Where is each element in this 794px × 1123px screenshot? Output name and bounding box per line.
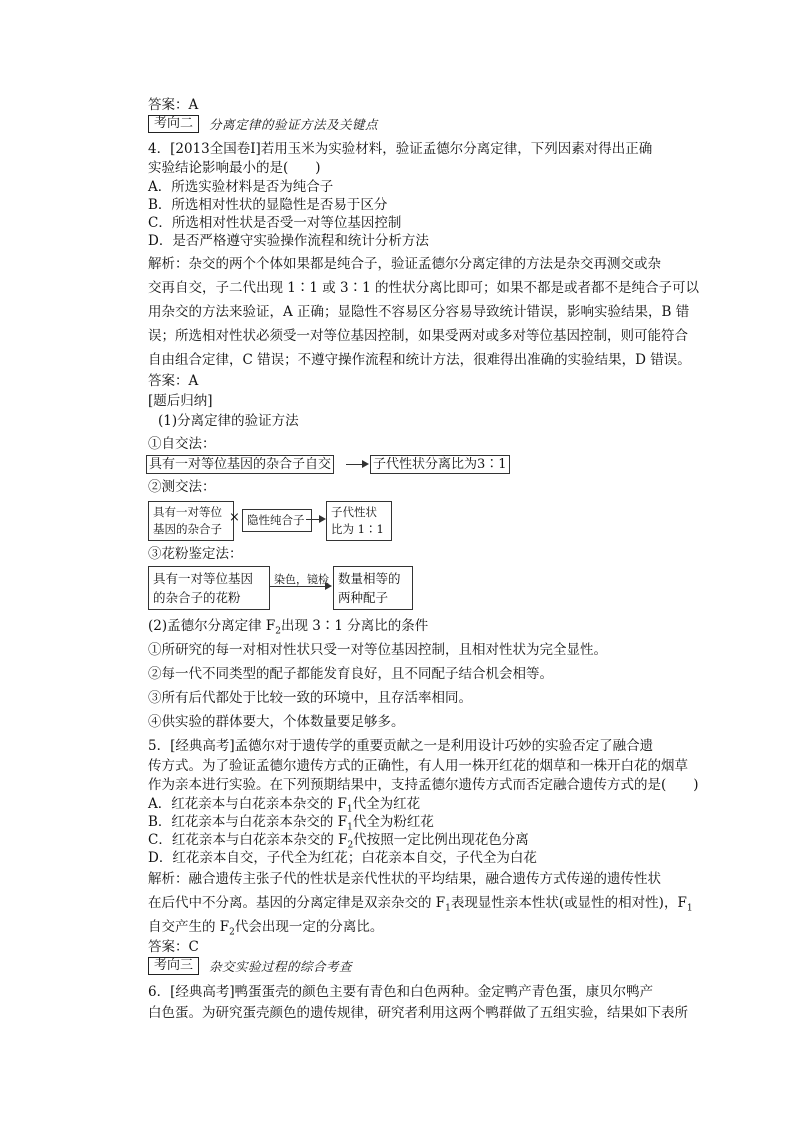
question-stem: 作为亲本进行实验。在下列预期结果中，支持孟德尔遗传方式而否定融合遗传方式的是( ) [148, 777, 699, 793]
box-text: 基因的杂合子 [153, 522, 222, 536]
condition-item: ②每一代不同类型的配子都能发育良好，且不同配子结合机会相等。 [148, 666, 553, 682]
analysis-line: 解析：融合遗传主张子代的性状是亲代性状的平均结果，融合遗传方式传递的遗传性状 [148, 871, 661, 887]
section-tag: 考向二 [148, 115, 199, 133]
option-a: A．所选实验材料是否为纯合子 [148, 179, 334, 195]
option-b: B．红花亲本与白花亲本杂交的 $F_1$代全为粉红花 [148, 814, 434, 833]
cross-symbol: × [229, 510, 240, 525]
question-stem: 4．[2013全国卷Ⅰ]若用玉米为实验材料，验证孟德尔分离定律，下列因素对得出正确 [148, 141, 653, 157]
condition-item: ③所有后代都处于比较一致的环境中，且存活率相同。 [148, 690, 472, 706]
box-text: 具有一对等位基因 [153, 571, 254, 586]
arrow-label: 染色，镜检 [274, 573, 329, 586]
option-c: C．所选相对性状是否受一对等位基因控制 [148, 215, 402, 231]
question-stem: 6．[经典高考]鸭蛋蛋壳的颜色主要有青色和白色两种。金定鸭产青色蛋，康贝尔鸭产 [148, 984, 654, 1000]
method-label: ③花粉鉴定法： [148, 546, 243, 562]
box-text: 比为 1∶1 [331, 522, 384, 536]
box-text: 的杂合子的花粉 [153, 590, 241, 605]
arrow-line [306, 519, 320, 520]
section-title: 杂交实验过程的综合考查 [209, 959, 353, 974]
arrow-icon [362, 460, 369, 468]
arrow-line [270, 586, 326, 587]
condition-item: ④供实验的群体要大，个体数量要足够多。 [148, 714, 405, 730]
gametes-box [333, 566, 413, 610]
section-tag: 考向三 [148, 957, 199, 975]
heterozygote-box [148, 501, 234, 541]
analysis-line: 自交产生的 $F_2$代会出现一定的分离比。 [148, 919, 384, 938]
question-stem: 实验结论影响最小的是( ) [148, 160, 321, 176]
arrow-icon [319, 515, 326, 523]
section-heading [148, 957, 352, 975]
question-stem: 传方式。为了验证孟德尔遗传方式的正确性，有人用一株开红花的烟草和一株开白花的烟草 [148, 758, 688, 774]
selfing-box: 具有一对等位基因的杂合子自交 [146, 455, 334, 474]
question-stem: 5．[经典高考]孟德尔对于遗传学的重要贡献之一是利用设计巧妙的实验否定了融合遗 [148, 738, 654, 754]
box-text: 数量相等的 [338, 571, 401, 586]
method-label: ①自交法： [148, 436, 216, 452]
condition-item: ①所研究的每一对相对性状只受一对等位基因控制，且相对性状为完全显性。 [148, 642, 607, 658]
analysis-line: 解析：杂交的两个个体如果都是纯合子，验证孟德尔分离定律的方法是杂交再测交或杂 [148, 256, 661, 272]
question-stem: 白色蛋。为研究蛋壳颜色的遗传规律，研究者利用这两个鸭群做了五组实验，结果如下表所 [148, 1005, 688, 1021]
summary-subheading: (2)孟德尔分离定律 $F_2$出现 3∶1 分离比的条件 [148, 618, 429, 637]
ratio-box [326, 501, 392, 541]
answer-label: 答案：A [148, 97, 199, 113]
option-d: D．是否严格遵守实验操作流程和统计分析方法 [148, 233, 429, 249]
answer-label: 答案：A [148, 373, 199, 389]
answer-label: 答案：C [148, 939, 199, 955]
recessive-box: 隐性纯合子 [242, 509, 312, 532]
analysis-line: 交再自交，子二代出现 1∶1 或 3∶1 的性状分离比即可；如果不都是或者都不是纯合子可以 [148, 280, 700, 296]
ratio-box: 子代性状分离比为3∶1 [370, 455, 510, 474]
arrow-line [346, 464, 363, 465]
analysis-line: 自由组合定律，C 错误；不遵守操作流程和统计方法，很难得出准确的实验结果，D 错误。 [148, 352, 691, 368]
box-text: 子代性状 [331, 505, 377, 519]
option-c: C．红花亲本与白花亲本杂交的 $F_2$代按照一定比例出现花色分离 [148, 832, 529, 851]
summary-subheading: (1)分离定律的验证方法 [158, 413, 299, 429]
option-b: B．所选相对性状的显隐性是否易于区分 [148, 197, 388, 213]
section-heading [148, 115, 378, 133]
box-text: 具有一对等位 [153, 505, 222, 519]
analysis-line: 在后代中不分离。基因的分离定律是双亲杂交的 $F_1$表现显性亲本性状(或显性的相对性)，$F_1$ [148, 895, 693, 914]
section-title: 分离定律的验证方法及关键点 [209, 117, 379, 132]
option-d: D．红花亲本自交，子代全为红花；白花亲本自交，子代全为白花 [148, 850, 537, 866]
option-a: A．红花亲本与白花亲本杂交的 $F_1$代全为红花 [148, 796, 421, 815]
summary-heading: [题后归纳] [148, 393, 213, 409]
pollen-box [148, 566, 270, 610]
analysis-line: 误；所选相对性状必须受一对等位基因控制，如果受两对或多对等位基因控制，则可能符合 [148, 328, 688, 344]
box-text: 两种配子 [338, 590, 389, 605]
analysis-line: 用杂交的方法来验证，A 正确；显隐性不容易区分容易导致统计错误，影响实验结果，B 错 [148, 304, 690, 320]
method-label: ②测交法： [148, 479, 216, 495]
arrow-icon [325, 582, 332, 590]
